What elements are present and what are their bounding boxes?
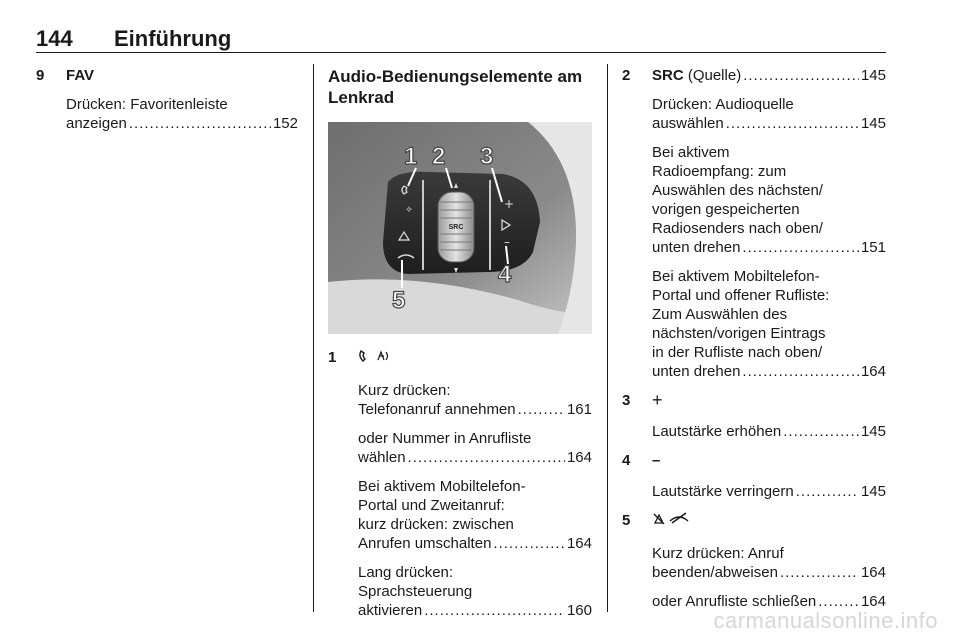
page-ref-line: wählen ..... 164 <box>358 448 592 467</box>
callout-3: 3 <box>480 143 494 170</box>
page-ref: 145 <box>860 115 886 132</box>
entry-number: 5 <box>622 512 631 529</box>
plus-icon: + <box>504 197 515 211</box>
page-ref: 164 <box>860 593 886 610</box>
entry-number: 1 <box>328 349 337 366</box>
page-ref-line: Telefonanruf annehmen ..... 161 <box>358 400 592 419</box>
callout-2: 2 <box>432 143 446 170</box>
callout-4: 4 <box>498 261 512 288</box>
column-2 <box>328 66 592 620</box>
src-label: SRC <box>448 224 464 231</box>
entry-5: 5 Kurz drücken: Anruf beenden/abweisen ..... 164 oder Anrufliste schließen ..... 164 <box>622 511 886 611</box>
entry-title-line: SRC (Quelle) ..... 145 <box>652 66 886 85</box>
entry-number: 3 <box>622 392 631 409</box>
page-ref-line: auswählen ..... 145 <box>652 114 886 133</box>
column-divider-2 <box>607 64 608 612</box>
page-ref: 164 <box>566 535 592 552</box>
callout-1: 1 <box>404 143 418 170</box>
page-ref: 160 <box>566 602 592 619</box>
page-ref: 164 <box>860 363 886 380</box>
page-ref: 151 <box>860 239 886 256</box>
entry-title: FAV <box>66 67 95 84</box>
column-divider-1 <box>313 64 314 612</box>
page-ref: 164 <box>860 564 886 581</box>
mute-hangup-symbols <box>652 511 886 532</box>
page-ref-line: unten drehen ..... 151 <box>652 238 886 257</box>
page-ref-line: Lautstärke verringern ..... 145 <box>652 482 886 501</box>
callout-5: 5 <box>392 287 406 314</box>
entry-number: 9 <box>36 67 45 84</box>
column-3 <box>622 66 886 611</box>
page-ref-line: beenden/abweisen ..... 164 <box>652 563 886 582</box>
page-ref: 152 <box>272 115 298 132</box>
page-ref: 161 <box>566 401 592 418</box>
watermark: carmanualsonline.info <box>713 608 938 633</box>
minus-symbol: – <box>652 452 661 469</box>
phone-voice-icon <box>358 348 392 364</box>
entry-3 <box>622 391 886 441</box>
page-ref-line: Lautstärke erhöhen ..... 145 <box>652 422 886 441</box>
entry-4 <box>622 451 886 501</box>
page-ref-line: Anrufen umschalten ..... 164 <box>358 534 592 553</box>
entry-text: Drücken: Favoritenleiste <box>66 96 228 113</box>
page-header <box>36 26 886 52</box>
steering-wheel-controls-figure <box>328 122 592 334</box>
page-ref: 145 <box>860 423 886 440</box>
mute-hangup-icon <box>652 511 692 527</box>
section-heading: Audio-Bedienungselemente am Lenkrad <box>328 67 583 107</box>
entry-number: 4 <box>622 452 631 469</box>
page-ref: 145 <box>860 67 886 84</box>
page-number: 144 <box>36 26 73 51</box>
voice-icon: ⟡ <box>406 205 412 215</box>
page-ref: 145 <box>860 483 886 500</box>
entry-2: 2 SRC (Quelle) ..... 145 Drücken: Audioquelle auswählen ..... 145 Bei aktivem Radioempfang: zum Auswählen des nächsten/ vorigen gespeicherten Radiosenders nach oben/ unten drehen ..... 151 Bei aktivem Mobiltelefon- Portal und offener Rufliste: Zum Auswählen des nächsten/vorigen Eintrags in der Rufliste nach oben/ unten drehen ..... 164 <box>622 66 886 381</box>
page-ref-line: aktivieren ..... 160 <box>358 601 592 620</box>
page-ref-line: unten drehen ..... 164 <box>652 362 886 381</box>
entry-number: 2 <box>622 67 631 84</box>
entry-9 <box>36 66 298 133</box>
page-ref: 164 <box>566 449 592 466</box>
header-rule <box>36 52 886 53</box>
minus-icon: – <box>504 235 510 249</box>
phone-voice-symbols <box>358 348 592 369</box>
section-title: Einführung <box>114 26 232 51</box>
column-1 <box>36 66 298 133</box>
page-ref-line: anzeigen ..... 152 <box>66 114 298 133</box>
entry-1: 1 Kurz drücken: Telefonanruf annehmen ..... 161 oder Nummer in Anrufliste wählen ..... 164 Bei aktivem Mobiltelefon- Portal und Zweitanruf: kurz drücken: zwischen Anrufen umschalten ..... 164 Lang drücken: Sprachsteuerung aktivieren ..... 160 <box>328 348 592 620</box>
plus-symbol: + <box>652 390 663 410</box>
page-ref-line: oder Anrufliste schließen ..... 164 <box>652 592 886 611</box>
